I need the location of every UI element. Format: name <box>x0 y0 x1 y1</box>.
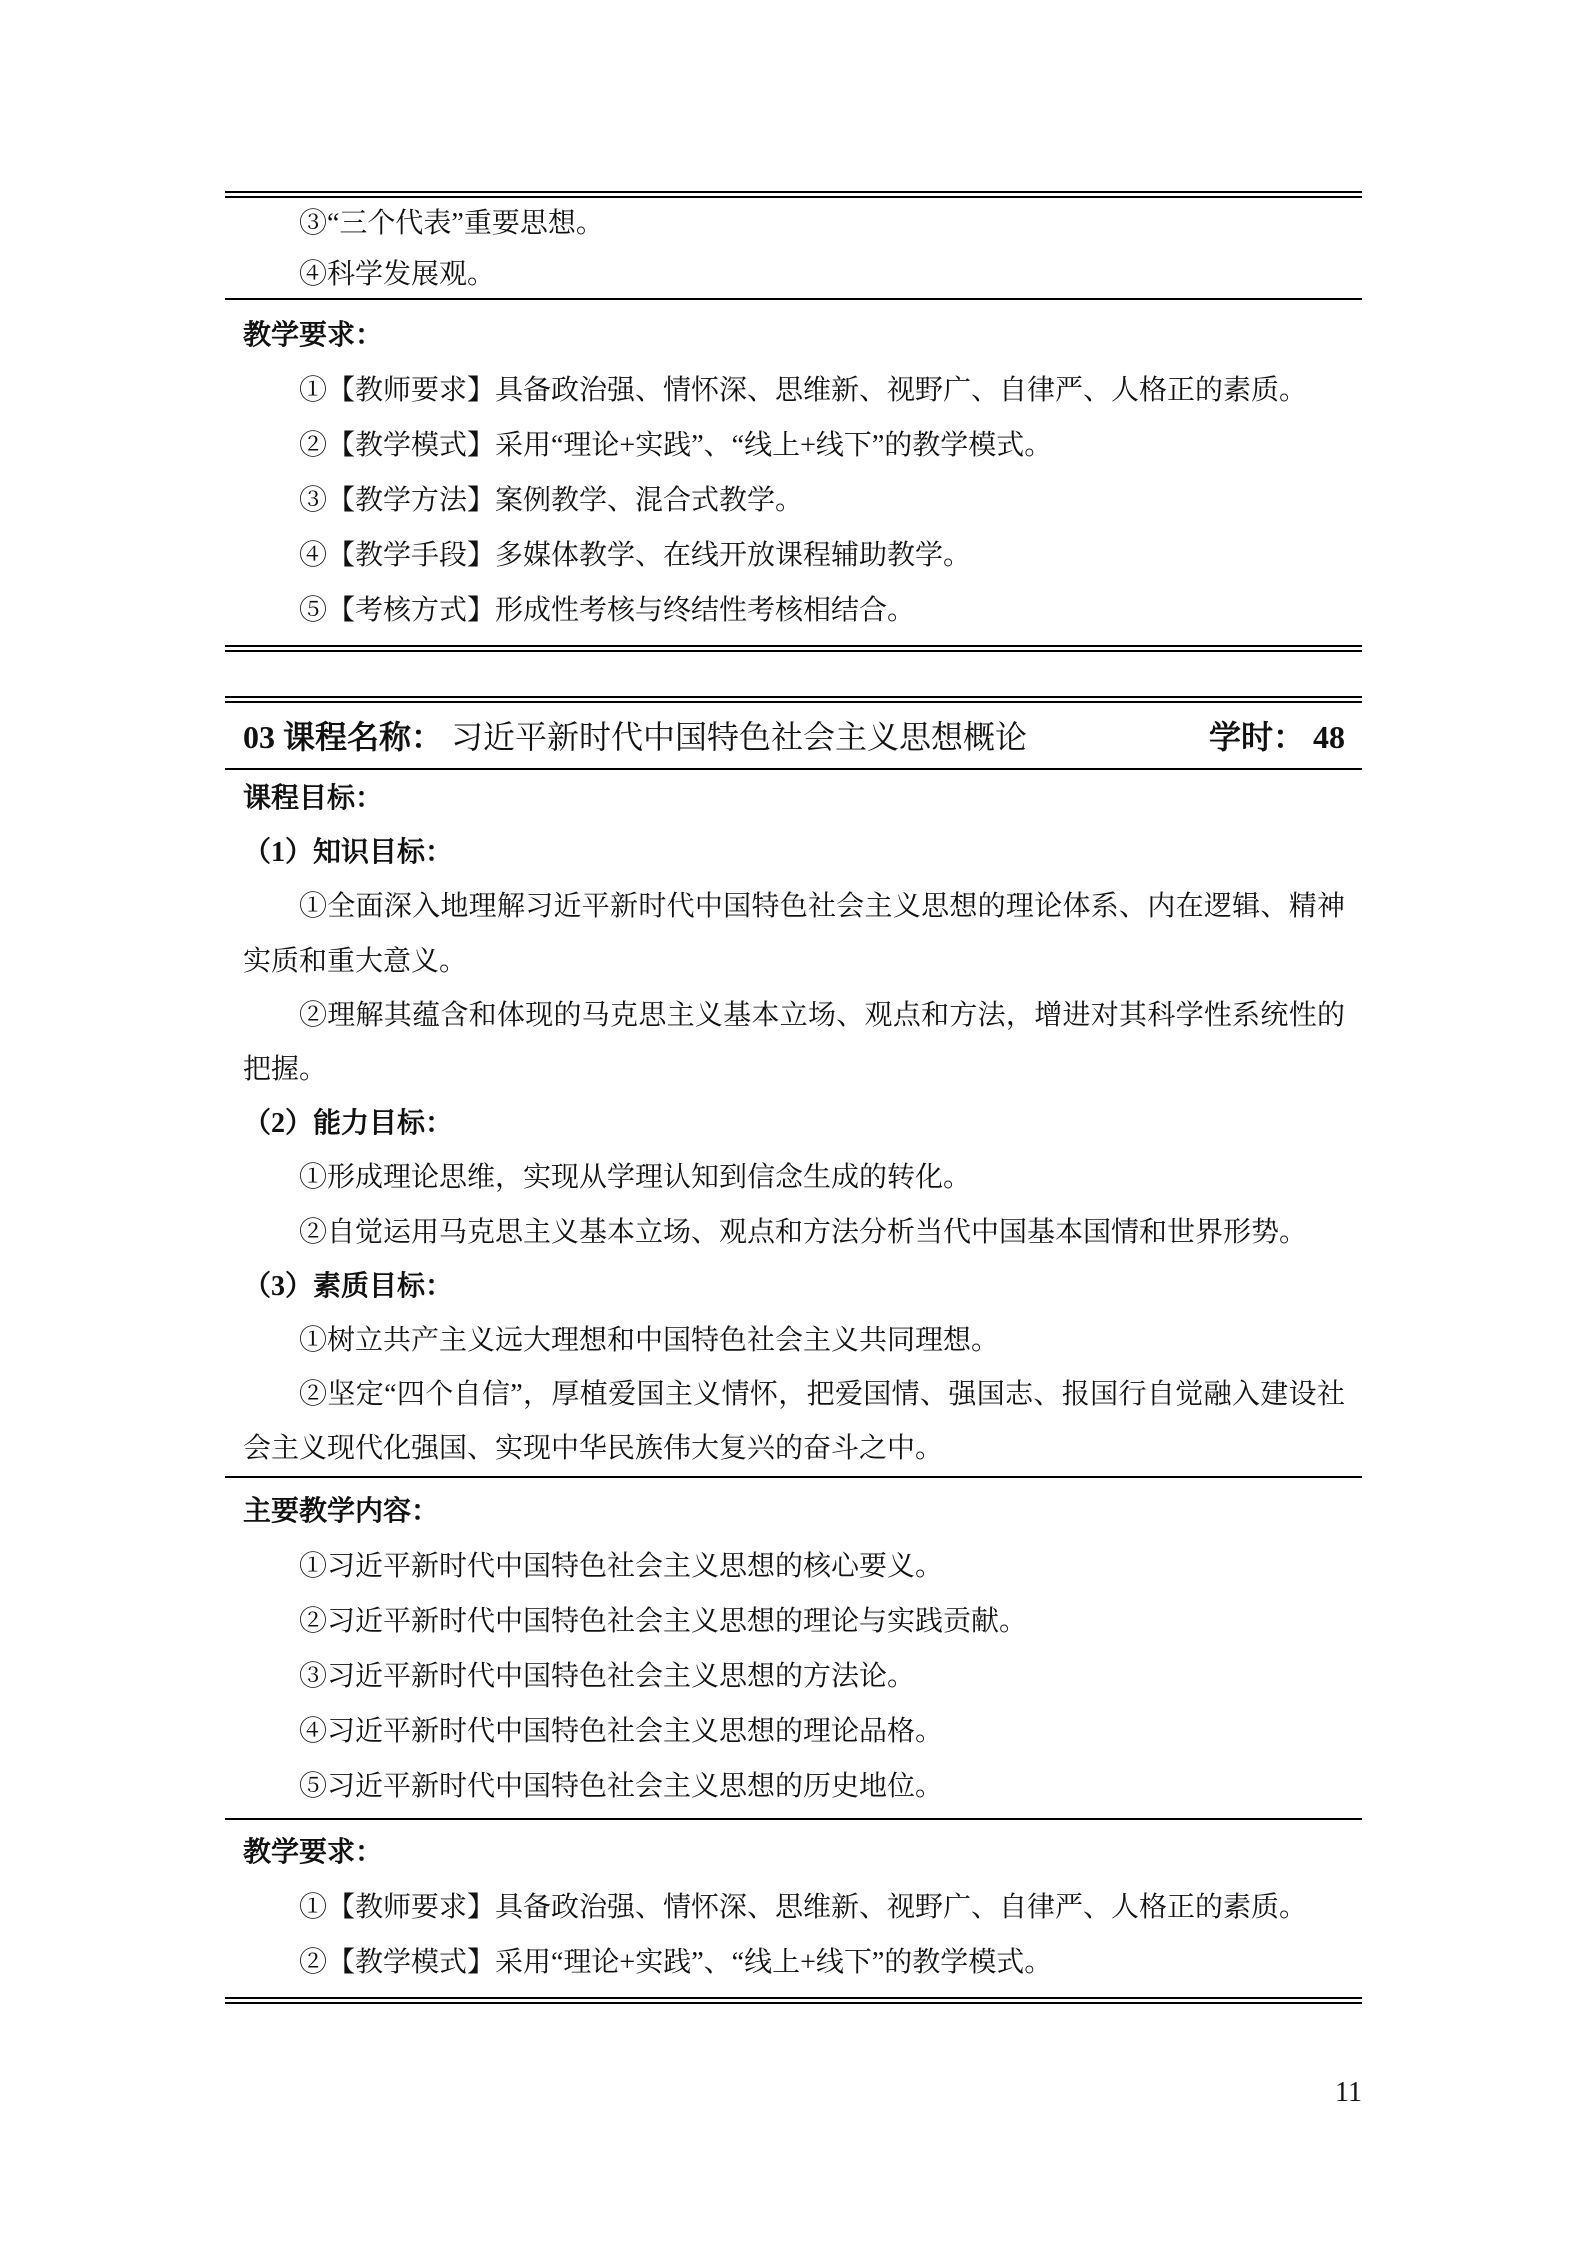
teaching-requirements-row <box>225 1820 1362 1997</box>
course-03-table <box>225 696 1362 2004</box>
page-content <box>225 0 1362 2004</box>
main-content-item: ③习近平新时代中国特色社会主义思想的方法论。 <box>299 1661 916 1692</box>
course-hours <box>1209 717 1345 757</box>
course-title <box>243 717 1027 757</box>
teaching-requirement-item: ⑤【考核方式】形成性考核与终结性考核相结合。 <box>299 595 916 626</box>
course-code-label: 03 课程名称： <box>243 719 444 755</box>
hours-value: 48 <box>1313 719 1345 755</box>
table-gap <box>225 652 1362 696</box>
hours-label: 学时： <box>1208 719 1305 755</box>
teaching-requirement-item: ①【教师要求】具备政治强、情怀深、思维新、视野广、自律严、人格正的素质。 <box>299 1892 1308 1923</box>
objective-item: ②坚定“四个自信”，厚植爱国主义情怀，把爱国情、强国志、报国行自觉融入建设社会主义现代化强国、实现中华民族伟大复兴的奋斗之中。 <box>243 1379 1345 1465</box>
main-content-heading: 主要教学内容： <box>243 1496 440 1527</box>
teaching-requirement-item: ②【教学模式】采用“理论+实践”、“线上+线下”的教学模式。 <box>299 1947 1053 1978</box>
objective-group-label: （3）素质目标： <box>243 1270 454 1302</box>
prev-course-content-row <box>225 198 1362 300</box>
main-content-item: ②习近平新时代中国特色社会主义思想的理论与实践贡献。 <box>299 1606 1028 1637</box>
page-number: 11 <box>1335 2077 1362 2108</box>
content-item: ④科学发展观。 <box>299 259 496 290</box>
main-content-row <box>225 1478 1362 1820</box>
content-item: ③“三个代表”重要思想。 <box>299 208 604 239</box>
main-content-item: ①习近平新时代中国特色社会主义思想的核心要义。 <box>299 1551 944 1582</box>
course-title-row <box>225 703 1362 770</box>
objective-group-label: （1）知识目标： <box>243 837 454 869</box>
teaching-requirements-heading: 教学要求： <box>243 1837 384 1868</box>
objectives-heading: 课程目标： <box>243 783 384 814</box>
objective-item: ①树立共产主义远大理想和中国特色社会主义共同理想。 <box>299 1325 1000 1357</box>
teaching-requirement-item: ③【教学方法】案例教学、混合式教学。 <box>299 485 804 516</box>
objective-item: ①全面深入地理解习近平新时代中国特色社会主义思想的理论体系、内在逻辑、精神实质和重大意义。 <box>243 891 1345 977</box>
objective-item: ①形成理论思维，实现从学理认知到信念生成的转化。 <box>299 1162 972 1194</box>
course-name: 习近平新时代中国特色社会主义思想概论 <box>451 719 1028 755</box>
course-objectives-row <box>225 770 1362 1478</box>
teaching-requirement-item: ①【教师要求】具备政治强、情怀深、思维新、视野广、自律严、人格正的素质。 <box>299 375 1308 406</box>
objective-item: ②理解其蕴含和体现的马克思主义基本立场、观点和方法，增进对其科学性系统性的把握。 <box>243 999 1345 1086</box>
main-content-item: ⑤习近平新时代中国特色社会主义思想的历史地位。 <box>299 1771 944 1802</box>
teaching-requirement-item: ②【教学模式】采用“理论+实践”、“线上+线下”的教学模式。 <box>299 430 1053 461</box>
prev-course-teaching-requirements-row <box>225 300 1362 645</box>
main-content-item: ④习近平新时代中国特色社会主义思想的理论品格。 <box>299 1716 944 1747</box>
prev-course-table <box>225 191 1362 652</box>
objective-item: ②自觉运用马克思主义基本立场、观点和方法分析当代中国基本国情和世界形势。 <box>299 1216 1308 1248</box>
teaching-requirements-heading: 教学要求： <box>243 320 384 351</box>
objective-group-label: （2）能力目标： <box>243 1108 454 1140</box>
teaching-requirement-item: ④【教学手段】多媒体教学、在线开放课程辅助教学。 <box>299 540 972 571</box>
